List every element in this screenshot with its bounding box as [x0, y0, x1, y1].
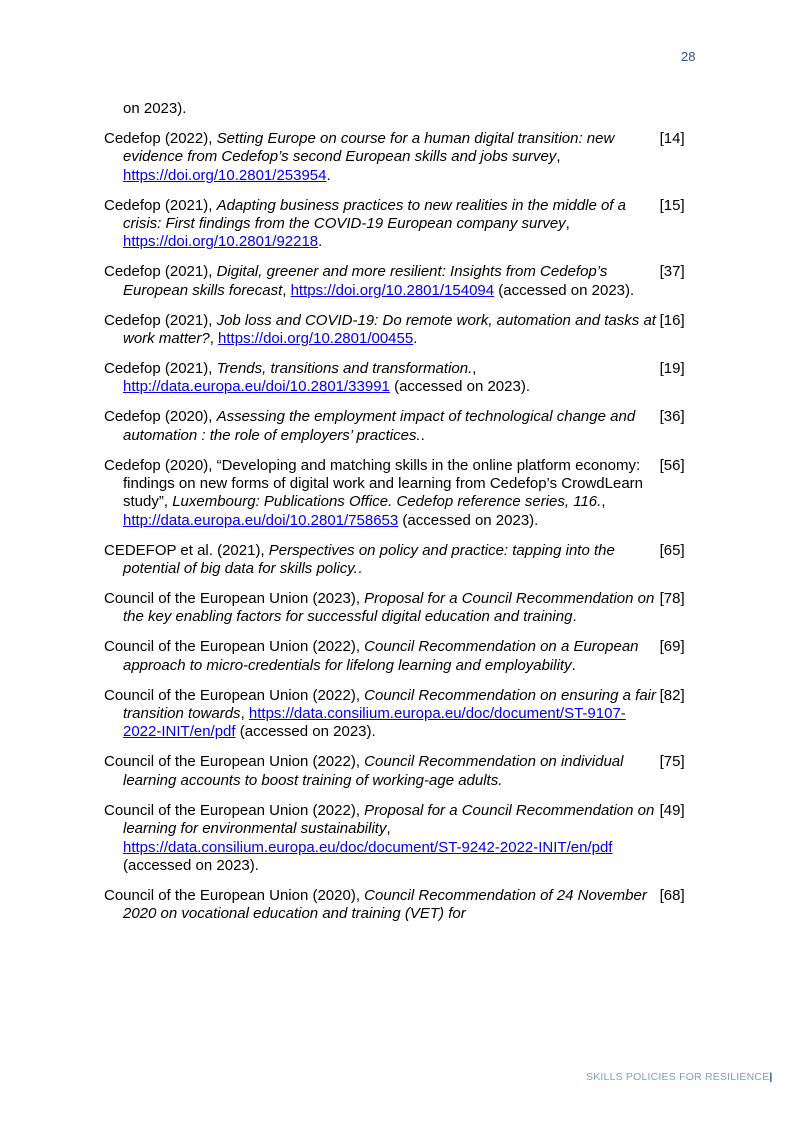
reference-author: Cedefop (2021), [104, 263, 217, 281]
reference-number: [16] [659, 311, 685, 329]
reference-text [104, 590, 660, 627]
reference-entry [104, 263, 689, 300]
reference-author: Cedefop (2021), [104, 359, 217, 377]
reference-author: CEDEFOP et al. (2021), [104, 541, 269, 559]
reference-author: Cedefop (2021), [104, 196, 217, 214]
reference-number: [36] [659, 408, 685, 426]
reference-number: [15] [659, 196, 685, 214]
reference-text [104, 263, 660, 300]
reference-entry [104, 753, 689, 790]
reference-author: Council of the European Union (2022), [104, 686, 365, 704]
reference-text [104, 457, 660, 531]
reference-separator: , [386, 820, 391, 838]
reference-number: [75] [659, 753, 685, 771]
reference-title: Council Recommendation on individual learning accounts to boost training of working-age adults. [123, 753, 624, 789]
reference-author: Cedefop (2020), “Developing and matching skills in the online platform economy: findings on new forms of digital work and learning from Cedefop’s CrowdLearn study”, [104, 456, 643, 511]
reference-title: Council Recommendation of 24 November 2020 on vocational education and training (VET) for [123, 886, 647, 923]
reference-title: Trends, transitions and transformation. [216, 359, 473, 377]
reference-link[interactable]: http://data.europa.eu/doi/10.2801/33991 [123, 378, 390, 396]
reference-continuation [104, 100, 689, 118]
reference-text [104, 360, 660, 397]
reference-title: Perspectives on policy and practice: tapping into the potential of big data for skills policy. [123, 541, 615, 578]
reference-entry [104, 197, 689, 252]
reference-link[interactable]: http://data.europa.eu/doi/10.2801/758653 [123, 511, 399, 529]
reference-title: Proposal for a Council Recommendation on the key enabling factors for successful digital education and training [123, 590, 655, 626]
reference-title: Luxembourg: Publications Office. Cedefop reference series, 116. [172, 493, 602, 511]
reference-text [104, 638, 660, 675]
reference-suffix: . [318, 233, 323, 251]
reference-list [104, 100, 689, 935]
reference-entry [104, 687, 689, 742]
reference-suffix: (accessed on 2023). [389, 378, 530, 396]
reference-separator: , [282, 281, 291, 299]
reference-suffix: (accessed on 2023). [123, 856, 259, 874]
reference-text [104, 802, 660, 876]
reference-author: Cedefop (2020), [104, 408, 217, 426]
reference-link[interactable]: https://doi.org/10.2801/00455 [218, 330, 414, 348]
footer-bar: | [769, 1071, 773, 1083]
reference-text [104, 542, 660, 579]
reference-author: Council of the European Union (2020), [104, 886, 365, 904]
reference-author: Council of the European Union (2022), [104, 753, 365, 771]
reference-link[interactable]: https://doi.org/10.2801/154094 [290, 281, 495, 299]
reference-separator: , [565, 215, 570, 233]
reference-suffix: (accessed on 2023). [235, 723, 376, 741]
reference-separator: , [472, 359, 477, 377]
reference-number: [68] [659, 886, 685, 904]
reference-suffix: . [413, 330, 418, 348]
reference-suffix: . [420, 426, 425, 444]
reference-separator: , [209, 330, 219, 348]
reference-number: [19] [659, 359, 685, 377]
reference-suffix: . [572, 608, 577, 626]
reference-suffix: . [326, 166, 331, 184]
reference-author: Council of the European Union (2022), [104, 801, 365, 819]
reference-number: [65] [659, 541, 685, 559]
reference-separator: , [240, 705, 249, 723]
reference-text [104, 887, 660, 924]
reference-entry [104, 542, 689, 579]
reference-title: Digital, greener and more resilient: Insights from Cedefop’s European skills forecast [123, 263, 608, 299]
reference-entry [104, 590, 689, 627]
reference-number: [78] [659, 590, 685, 608]
reference-author: Council of the European Union (2023), [104, 590, 365, 608]
continuation-text: on 2023). [123, 100, 187, 117]
reference-text [104, 130, 660, 185]
reference-text [104, 687, 660, 742]
reference-title: Assessing the employment impact of technological change and automation : the role of employers’ practices. [123, 408, 636, 444]
reference-author: Council of the European Union (2022), [104, 638, 365, 656]
reference-entry [104, 312, 689, 349]
reference-link[interactable]: https://data.consilium.europa.eu/doc/document/ST-9107-2022-INIT/en/pdf [123, 705, 626, 741]
reference-title: Council Recommendation on a European approach to micro-credentials for lifelong learning and employability [123, 638, 639, 674]
reference-title: Council Recommendation on ensuring a fair transition towards [123, 686, 656, 723]
reference-suffix: (accessed on 2023). [494, 281, 635, 299]
reference-number: [37] [659, 263, 685, 281]
reference-entry [104, 802, 689, 876]
reference-link[interactable]: https://doi.org/10.2801/253954 [123, 166, 327, 184]
page-number: 28 [681, 49, 696, 64]
reference-link[interactable]: https://doi.org/10.2801/92218 [123, 233, 319, 251]
reference-entry [104, 130, 689, 185]
reference-text [104, 312, 660, 349]
footer-title: SKILLS POLICIES FOR RESILIENCE [586, 1071, 770, 1083]
reference-link[interactable]: https://data.consilium.europa.eu/doc/document/ST-9242-2022-INIT/en/pdf [123, 838, 613, 856]
reference-suffix: . [571, 656, 576, 674]
reference-title: Proposal for a Council Recommendation on learning for environmental sustainability [123, 801, 655, 838]
reference-entry [104, 638, 689, 675]
reference-entry [104, 457, 689, 531]
footer [586, 1071, 773, 1083]
reference-title: Job loss and COVID-19: Do remote work, automation and tasks at work matter? [123, 311, 656, 348]
reference-author: Cedefop (2021), [104, 311, 217, 329]
reference-entry [104, 408, 689, 445]
reference-entry [104, 887, 689, 924]
reference-number: [56] [659, 456, 685, 474]
reference-author: Cedefop (2022), [104, 129, 217, 147]
reference-number: [14] [659, 129, 685, 147]
reference-number: [69] [659, 638, 685, 656]
reference-separator: , [601, 493, 606, 511]
reference-suffix: (accessed on 2023). [398, 511, 539, 529]
reference-text [104, 408, 660, 445]
reference-title: Adapting business practices to new realities in the middle of a crisis: First findings from the COVID-19 European company survey [123, 196, 626, 233]
reference-title: Setting Europe on course for a human digital transition: new evidence from Cedefop’s second European skills and jobs survey [123, 129, 615, 166]
reference-suffix: . [357, 560, 363, 578]
reference-separator: , [556, 148, 561, 166]
reference-text [104, 753, 660, 790]
reference-entry [104, 360, 689, 397]
reference-number: [49] [659, 801, 685, 819]
reference-text [104, 197, 660, 252]
reference-number: [82] [659, 686, 685, 704]
